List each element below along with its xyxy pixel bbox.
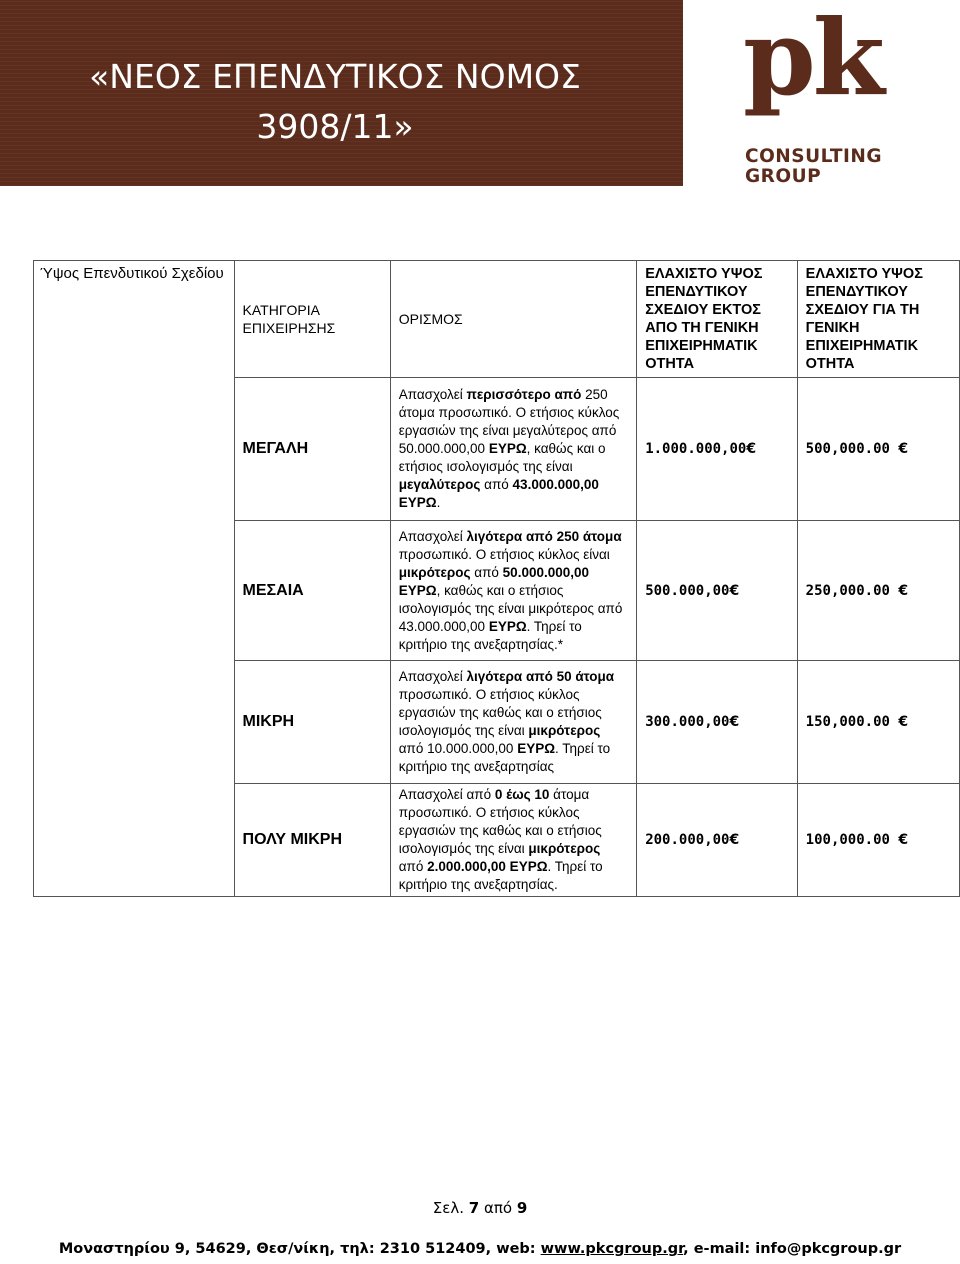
category-cell	[234, 521, 390, 661]
def-bold: μικρότερος	[528, 723, 601, 738]
def-bold: μικρότερος	[398, 564, 471, 580]
logo-mark: pk	[743, 0, 882, 119]
def-bold: λιγότερα από 50 άτομα	[466, 669, 615, 684]
def-text: , καθώς και ο ετήσιος ισολογισμός της είναι	[398, 441, 606, 474]
def-text: . Τηρεί το κριτήριο της ανεξαρτησίας.	[398, 859, 603, 892]
euro-symbol: €	[898, 832, 909, 848]
min-general-value: 150,000.00	[805, 714, 890, 730]
category-cell	[234, 784, 390, 897]
euro-symbol: €	[729, 832, 740, 848]
min-general-cell	[797, 521, 959, 661]
category-name: ΜΕΓΑΛΗ	[242, 440, 309, 457]
page-number	[0, 1199, 960, 1217]
min-outside-cell	[637, 784, 797, 897]
def-bold: περισσότερο από	[466, 387, 582, 402]
footer-web-link[interactable]: www.pkcgroup.gr	[540, 1241, 684, 1257]
def-text: Απασχολεί	[398, 387, 467, 402]
def-text: . Τηρεί το κριτήριο της ανεξαρτησίας.*	[398, 618, 582, 652]
title-banner	[0, 0, 683, 186]
category-cell	[234, 661, 390, 784]
min-outside-cell	[637, 661, 797, 784]
logo-line-1: CONSULTING	[745, 146, 883, 167]
euro-symbol: €	[746, 441, 757, 457]
definition-cell	[390, 661, 636, 784]
euro-symbol: €	[898, 441, 909, 457]
def-text: .	[436, 495, 441, 510]
page-prefix: Σελ.	[432, 1199, 469, 1217]
def-text: Απασχολεί	[398, 528, 467, 544]
category-name: ΠΟΛΥ ΜΙΚΡΗ	[242, 831, 342, 848]
category-name: ΜΕΣΑΙΑ	[242, 581, 304, 599]
def-text: από	[480, 477, 513, 492]
def-text: 250 άτομα προσωπικό. Ο ετήσιος κύκλος εργασιών της είναι μεγαλύτερος από 50.000.000,00	[398, 387, 620, 456]
def-bold: μεγαλύτερος	[398, 477, 481, 492]
category-name: ΜΙΚΡΗ	[242, 713, 295, 730]
def-bold: ΕΥΡΩ	[488, 618, 527, 634]
definition-cell	[390, 521, 636, 661]
header-min-general	[797, 261, 959, 378]
def-bold: λιγότερα από 250 άτομα	[466, 528, 622, 544]
def-text: προσωπικό. Ο ετήσιος κύκλος εργασιών της καθώς και ο ετήσιος ισολογισμός της είναι	[398, 687, 602, 738]
min-general-cell	[797, 661, 959, 784]
def-bold: μικρότερος	[528, 841, 601, 856]
title-line-2: 3908/11»	[256, 107, 414, 146]
min-general-value: 250,000.00	[805, 582, 890, 599]
header-min-outside	[637, 261, 797, 378]
min-outside-value: 300.000,00	[645, 714, 730, 730]
lead-label-cell	[34, 261, 235, 897]
def-text: Απασχολεί	[398, 669, 467, 684]
definition-cell	[390, 378, 636, 521]
min-outside-value: 1.000.000,00	[645, 441, 747, 457]
footer-address: Μοναστηρίου 9, 54629, Θεσ/νίκη, τηλ: 2310 512409, web:	[58, 1241, 541, 1257]
header-min-general-text: ΕΛΑΧΙΣΤΟ ΥΨΟΣ ΕΠΕΝΔΥΤΙΚΟΥ ΣΧΕΔΙΟΥ ΓΙΑ ΤΗ ΓΕΝΙΚΗ ΕΠΙΧΕΙΡΗΜΑΤΙΚ ΟΤΗΤΑ	[805, 266, 923, 372]
def-text: από	[398, 859, 428, 874]
min-outside-value: 500.000,00	[645, 582, 730, 599]
def-text: άτομα προσωπικό. Ο ετήσιος κύκλος εργασιών της καθώς και ο ετήσιος ισολογισμός της είναι	[398, 787, 602, 856]
def-text: . Τηρεί το κριτήριο της ανεξαρτησίας	[398, 741, 611, 774]
pk-consulting-logo	[735, 0, 935, 190]
header-definition-text: ΟΡΙΣΜΟΣ	[398, 311, 463, 327]
def-text: από	[470, 564, 503, 580]
min-general-value: 100,000.00	[805, 832, 890, 848]
page-total: 9	[516, 1199, 528, 1217]
min-general-value: 500,000.00	[805, 441, 890, 457]
def-bold: 0 έως 10	[494, 787, 550, 802]
def-text: Απασχολεί από	[398, 787, 495, 802]
footer-contact	[0, 1241, 960, 1257]
min-general-cell	[797, 378, 959, 521]
definition-cell	[390, 784, 636, 897]
def-bold: 43.000.000,00 ΕΥΡΩ	[398, 477, 599, 510]
min-outside-value: 200.000,00	[645, 832, 730, 848]
def-bold: 50.000.000,00 ΕΥΡΩ	[398, 564, 590, 598]
min-outside-cell	[637, 521, 797, 661]
min-general-cell	[797, 784, 959, 897]
def-text: , καθώς και ο ετήσιος ισολογισμός της είναι μικρότερος από 43.000.000,00	[398, 582, 623, 634]
def-bold: 2.000.000,00 ΕΥΡΩ	[427, 859, 548, 874]
def-bold: ΕΥΡΩ	[517, 741, 556, 756]
euro-symbol: €	[729, 714, 740, 730]
logo-line-2: GROUP	[745, 166, 822, 187]
header-definition	[390, 261, 636, 378]
header-category	[234, 261, 390, 378]
def-text: προσωπικό. Ο ετήσιος κύκλος είναι	[398, 546, 610, 562]
def-text: από 10.000.000,00	[398, 741, 518, 756]
investment-table	[33, 260, 960, 897]
page-current: 7	[468, 1199, 480, 1217]
euro-symbol: €	[729, 582, 740, 599]
euro-symbol: €	[898, 582, 909, 599]
category-cell	[234, 378, 390, 521]
table-header-row	[34, 261, 960, 378]
page-middle: από	[479, 1199, 517, 1217]
header-category-text: ΚΑΤΗΓΟΡΙΑ ΕΠΙΧΕΙΡΗΣΗΣ	[242, 302, 336, 336]
lead-label: Ύψος Επενδυτικού Σχεδίου	[40, 265, 224, 282]
def-bold: ΕΥΡΩ	[488, 441, 527, 456]
document-title	[40, 52, 630, 152]
title-line-1: «ΝΕΟΣ ΕΠΕΝΔΥΤΙΚΟΣ ΝΟΜΟΣ	[89, 57, 581, 96]
min-outside-cell	[637, 378, 797, 521]
header-min-outside-text: ΕΛΑΧΙΣΤΟ ΥΨΟΣ ΕΠΕΝΔΥΤΙΚΟΥ ΣΧΕΔΙΟΥ ΕΚΤΟΣ ΑΠΟ ΤΗ ΓΕΝΙΚΗ ΕΠΙΧΕΙΡΗΜΑΤΙΚ ΟΤΗΤΑ	[645, 266, 763, 372]
footer-email-label: , e-mail:	[683, 1241, 756, 1257]
footer-email[interactable]: info@pkcgroup.gr	[755, 1241, 902, 1257]
euro-symbol: €	[898, 714, 909, 730]
